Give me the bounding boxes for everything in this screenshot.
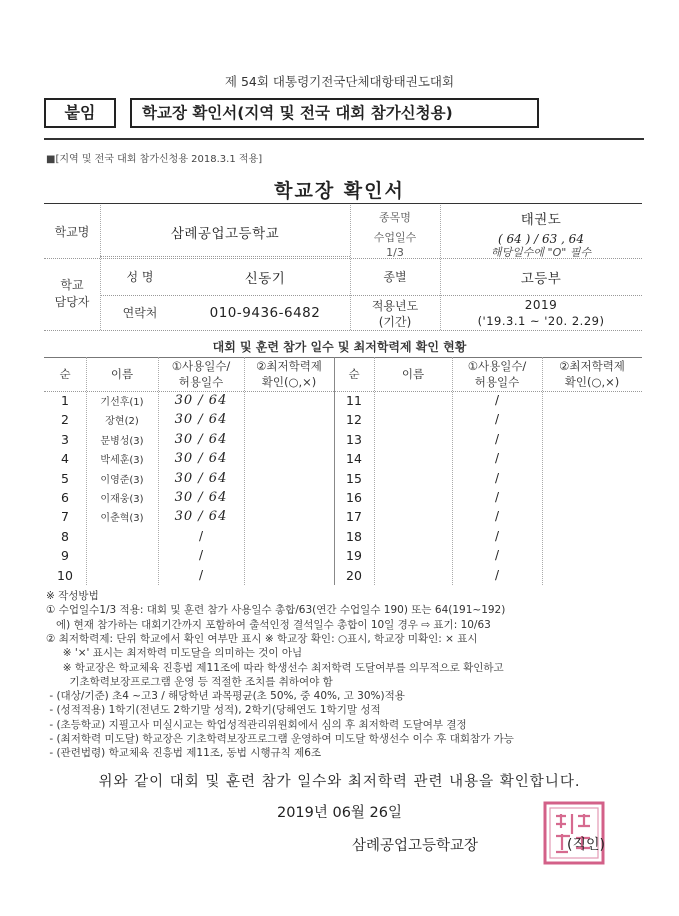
col-header-academic: ②최저학력제 확인(○,×) (256, 359, 322, 389)
guide-line: ② 최저학력제: 단위 학교에서 확인 여부만 표시 ※ 학교장 확인: ○표시, 학교장 미확인: × 표시 (46, 632, 478, 645)
used-days: 30 / 64 (174, 509, 228, 525)
col-header-days: ①사용일수/ 허용일수 (467, 359, 527, 389)
row-number: 13 (346, 431, 362, 447)
row-number: 15 (346, 470, 362, 486)
guide-line: - (대상/기준) 초4 ~고3 / 해당학년 과목평균(초 50%, 중 40%, 고 30%)적용 (46, 690, 405, 703)
row-number: 5 (61, 470, 69, 486)
athlete-name: 이영준(3) (100, 474, 144, 486)
sport-label: 종목명 (379, 211, 411, 225)
col-header-no: 순 (59, 367, 71, 381)
row-number: 8 (61, 528, 69, 544)
row-number: 9 (61, 548, 69, 564)
used-days: / (494, 490, 500, 504)
used-days: 30 / 64 (174, 451, 228, 467)
row-number: 2 (61, 412, 69, 428)
days-note: 해당일수에 "O" 필수 (490, 245, 592, 259)
divider (44, 203, 642, 204)
used-days: / (198, 548, 204, 563)
principal-name: 삼례공업고등학교장 (352, 838, 479, 854)
col-header-no: 순 (348, 367, 360, 381)
contact-value: 010-9436-6482 (209, 304, 321, 321)
used-days: / (494, 567, 500, 582)
days-value: ( 64 ) / 63 , 64 (498, 231, 584, 246)
row-number: 19 (346, 548, 362, 564)
guide-line: - (초등학교) 지필고사 미실시교는 학업성적관리위원회에서 심의 후 최저학력 도달여부 결정 (46, 718, 467, 731)
row-number: 1 (61, 393, 69, 408)
form-note: ■[지역 및 전국 대회 참가신청용 2018.3.1 적용] (46, 154, 263, 165)
col-header-name: 이름 (401, 367, 425, 381)
used-days: 30 / 64 (174, 431, 228, 447)
divider (542, 357, 543, 585)
used-days: / (494, 528, 500, 543)
used-days: / (494, 451, 500, 466)
row-number: 7 (61, 509, 69, 525)
guide-line: 에) 현재 참가하는 대회기간까지 포함하여 출석인정 결석일수 총합이 10일 경우 ⇨ 표기: 10/63 (46, 618, 491, 631)
used-days: / (494, 431, 500, 446)
guide-line: - (성적적용) 1학기(전년도 2학기말 성적), 2학기(당해연도 1학기말 성적 (46, 704, 381, 717)
used-days: 30 / 64 (174, 470, 228, 486)
guide-line: - (최저학력 미도달) 학교장은 기초학력보장프로그램 운영하여 미도달 학생선수 이수 후 대회참가 가능 (46, 733, 514, 745)
athlete-name: 이재웅(3) (100, 494, 144, 505)
row-number: 3 (61, 431, 69, 447)
divider (374, 357, 375, 585)
status-table (44, 357, 642, 587)
manager-label: 학교 담당자 (54, 278, 90, 309)
row-number: 16 (346, 490, 362, 505)
row-number: 20 (346, 567, 362, 583)
days-label-fraction: 1/3 (386, 246, 404, 260)
col-header-name: 이름 (110, 367, 134, 381)
used-days: 30 / 64 (174, 412, 228, 428)
used-days: / (494, 412, 500, 427)
contact-label: 연락처 (122, 306, 158, 320)
document-heading: 학교장 확인서(지역 및 전국 대회 참가신청용) (130, 98, 539, 128)
col-header-academic: ②최저학력제 확인(○,×) (559, 359, 625, 389)
row-number: 10 (57, 567, 73, 583)
division-value: 고등부 (520, 270, 562, 287)
used-days: 30 / 64 (174, 490, 228, 505)
official-seal (542, 800, 606, 866)
issue-date: 2019년 06월 26일 (276, 805, 403, 821)
period-value: ('19.3.1 ~ '20. 2.29) (477, 314, 605, 328)
confirmation-text: 위와 같이 대회 및 훈련 참가 일수와 최저학력 관련 내용을 확인합니다. (98, 774, 581, 790)
school-label: 학교명 (54, 225, 90, 239)
guide-line: ※ 작성방법 (46, 590, 99, 602)
used-days: / (494, 509, 500, 524)
athlete-name: 문병성(3) (100, 435, 144, 447)
days-label: 수업일수 (373, 231, 417, 245)
row-number: 6 (61, 490, 69, 505)
divider (44, 330, 642, 331)
page-title: 학교장 확인서 (274, 180, 405, 202)
manager-name: 신동기 (244, 270, 286, 287)
name-label: 성 명 (126, 270, 154, 284)
used-days: / (198, 528, 204, 543)
status-section-title: 대회 및 훈련 참가 일수 및 최저학력제 확인 현황 (212, 340, 467, 354)
attachment-tag: 붙임 (44, 98, 116, 128)
event-name: 제 54회 대통령기전국단체대항태권도대회 (224, 74, 455, 89)
divider (244, 357, 245, 585)
used-days: / (494, 393, 500, 407)
year-label: 적용년도 (371, 298, 419, 313)
guide-line: ① 수업일수1/3 적용: 대회 및 훈련 참가 사용일수 총합/63(연간 수업일수 190) 또는 64(191~192) (46, 604, 506, 617)
divider (44, 391, 642, 392)
school-name: 삼례공업고등학교 (170, 225, 280, 242)
used-days: / (494, 548, 500, 563)
guide-line: 기초학력보장프로그램 운영 등 적절한 조치를 취하여야 함 (46, 675, 333, 688)
athlete-name: 장현(2) (105, 416, 139, 428)
guide-line: ※ '×' 표시는 최저학력 미도달을 의미하는 것이 아님 (46, 647, 303, 660)
row-number: 4 (61, 451, 69, 467)
row-number: 18 (346, 528, 362, 544)
divider (44, 138, 644, 140)
col-header-days: ①사용일수/ 허용일수 (171, 359, 231, 389)
used-days: / (198, 567, 204, 582)
row-number: 17 (346, 509, 362, 525)
row-number: 12 (346, 412, 362, 428)
used-days: 30 / 64 (174, 393, 228, 408)
year-value: 2019 (524, 298, 558, 312)
row-number: 14 (346, 451, 362, 467)
athlete-name: 이춘혁(3) (100, 513, 144, 525)
athlete-name: 기선후(1) (100, 397, 144, 408)
guide-line: - (관련법령) 학교체육 진흥법 제11조, 동법 시행규칙 제6조 (46, 747, 322, 760)
used-days: / (494, 470, 500, 485)
divider (44, 357, 642, 358)
seal-label: (직인) (567, 837, 605, 853)
guide-line: ※ 학교장은 학교체육 진흥법 제11조에 따라 학생선수 최저학력 도달여부를 의무적으로 확인하고 (46, 661, 504, 674)
year-label-sub: (기간) (378, 314, 412, 329)
division-label: 종별 (383, 270, 407, 284)
row-number: 11 (346, 393, 362, 408)
sport-value: 태권도 (520, 212, 562, 228)
athlete-name: 박세훈(3) (100, 455, 144, 467)
